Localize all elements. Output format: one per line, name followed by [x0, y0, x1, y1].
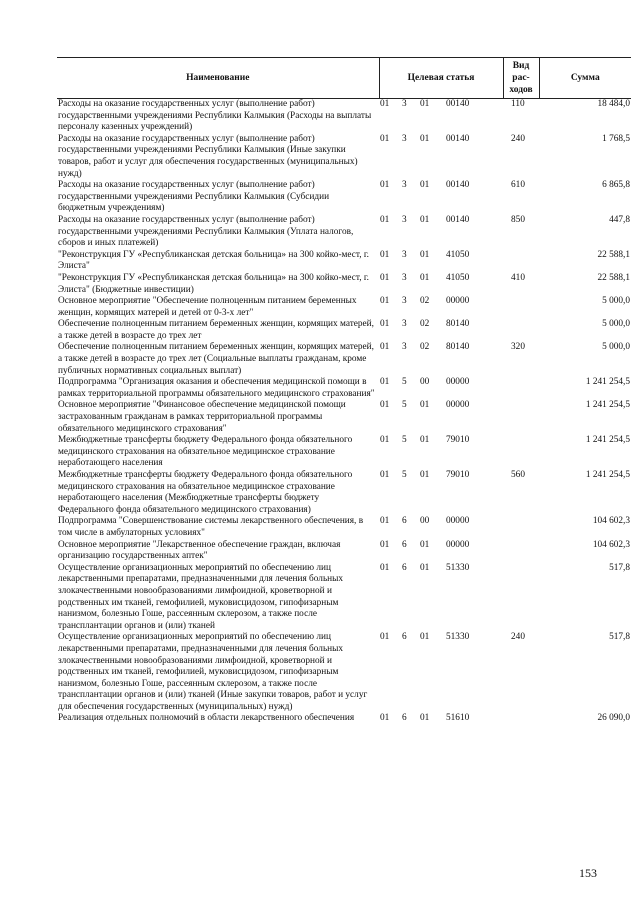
row-code-a-cell: 01	[380, 133, 390, 144]
row-sum-cell: 5 000,0	[602, 319, 631, 330]
row-code-b-cell: 3	[402, 214, 407, 225]
row-sum-cell: 104 602,3	[592, 539, 631, 550]
row-sum-cell: 5 000,0	[602, 296, 631, 307]
row-sum-cell: 517,8	[609, 632, 631, 643]
row-code-d-cell: 41050	[446, 272, 470, 283]
row-code-b-cell: 6	[402, 516, 407, 527]
row-name-cell: Осуществление организационных мероприятий по обеспечению лиц лекарственными препаратами, предназначенными для лечения больных злокачественными новообразованиями лимфоидной, кроветворной и родственных им тканей, гемофилией, муковисцидозом, гипофизарным нанизмом, болезнью Гоше, рассеянным склерозом, а также после трансплантации органов и (или) тканей (Иные закупки товаров, работ и услуг для обеспечения государственных (муниципальных) нужд)	[58, 632, 368, 712]
row-code-c-cell: 01	[420, 400, 430, 411]
row-code-c-cell: 01	[420, 180, 430, 191]
row-code-c-cell: 01	[420, 713, 430, 724]
row-vid-cell	[503, 250, 539, 273]
row-code-b-cell: 3	[402, 296, 407, 307]
header-vid-line-3: ходов	[509, 85, 533, 95]
row-code-d-cell: 51330	[446, 632, 470, 643]
row-code-a-cell: 01	[380, 99, 390, 109]
row-code-a-cell: 01	[380, 470, 390, 480]
row-vid-cell	[503, 319, 539, 342]
table-row	[57, 215, 631, 250]
row-code-a-cell: 01	[380, 539, 390, 550]
row-sum-cell: 22 588,1	[597, 272, 631, 283]
header-vid-line-2: рас-	[512, 73, 530, 83]
row-code-b-cell: 3	[402, 319, 407, 330]
row-code-d-cell: 00000	[446, 377, 470, 388]
row-code-b-cell: 6	[402, 713, 407, 724]
row-code-d-cell: 79010	[446, 435, 470, 446]
row-code-b-cell: 3	[402, 272, 407, 283]
row-code-a-cell: 01	[380, 214, 390, 225]
row-code-a-cell: 01	[380, 272, 390, 283]
row-name-cell: Основное мероприятие "Финансовое обеспечение медицинской помощи застрахованным гражданам в рамках территориальной программы обязательного медицинского страхования"	[58, 400, 346, 434]
row-code-c-cell: 01	[420, 562, 430, 573]
row-code-b-cell: 6	[402, 539, 407, 550]
row-code-c-cell: 01	[420, 435, 430, 446]
row-name-cell: Расходы на оказание государственных услуг (выполнение работ) государственными учреждениями Республики Калмыкия (Субсидии бюджетным учреждениям)	[58, 180, 330, 214]
row-sum-cell: 22 588,1	[597, 249, 631, 260]
table-row	[57, 470, 631, 516]
row-code-c-cell: 01	[420, 632, 430, 643]
row-code-a-cell: 01	[380, 296, 390, 307]
row-code-b-cell: 3	[402, 249, 407, 260]
row-code-d-cell: 00000	[446, 400, 470, 411]
row-code-a-cell: 01	[380, 562, 390, 573]
table-row	[57, 713, 631, 725]
row-code-b-cell: 3	[402, 342, 407, 353]
row-vid-cell: 560	[511, 470, 525, 480]
row-name-cell: Основное мероприятие "Лекарственное обеспечение граждан, включая организацию государственных аптек"	[58, 539, 341, 562]
row-name-cell: Основное мероприятие "Обеспечение полноценным питанием беременных женщин, кормящих матерей и детей от 0-3-х лет"	[58, 296, 357, 318]
row-code-d-cell: 00140	[446, 133, 470, 144]
header-vid	[503, 58, 539, 99]
row-vid-cell	[503, 540, 539, 563]
header-sum: Сумма	[539, 58, 631, 99]
table-body	[57, 99, 631, 726]
row-vid-cell: 110	[511, 99, 525, 109]
row-code-a-cell: 01	[380, 435, 390, 446]
row-vid-cell	[503, 563, 539, 633]
row-vid-cell: 320	[511, 342, 525, 353]
row-sum-cell: 18 484,0	[597, 99, 631, 109]
row-code-a-cell: 01	[380, 377, 390, 388]
header-vid-line-1: Вид	[512, 61, 530, 71]
row-code-c-cell: 00	[420, 516, 430, 527]
table-row	[57, 540, 631, 563]
row-code-a-cell: 01	[380, 180, 390, 191]
row-code-d-cell: 80140	[446, 342, 470, 353]
row-sum-cell: 26 090,0	[597, 713, 631, 724]
table-row	[57, 134, 631, 180]
row-vid-cell: 240	[511, 632, 525, 643]
row-sum-cell: 104 602,3	[592, 516, 631, 527]
row-sum-cell: 6 865,8	[602, 180, 631, 191]
table-row	[57, 632, 631, 713]
row-code-a-cell: 01	[380, 516, 390, 527]
row-code-d-cell: 00000	[446, 516, 470, 527]
row-name-cell: Подпрограмма "Совершенствование системы лекарственного обеспечения, в том числе в амбулаторных условиях"	[58, 516, 364, 538]
row-code-a-cell: 01	[380, 713, 390, 724]
row-vid-cell: 240	[511, 133, 525, 144]
table-row	[57, 180, 631, 215]
row-name-cell: "Реконструкция ГУ «Республиканская детская больница» на 300 койко-мест, г. Элиста" (Бюджетные инвестиции)	[58, 272, 370, 295]
row-sum-cell: 447,8	[609, 214, 631, 225]
budget-table-container	[57, 57, 631, 725]
row-code-d-cell: 00000	[446, 296, 470, 307]
row-code-b-cell: 5	[402, 435, 407, 446]
row-code-a-cell: 01	[380, 342, 390, 353]
row-code-a-cell: 01	[380, 249, 390, 260]
row-vid-cell	[503, 713, 539, 725]
table-row	[57, 99, 631, 134]
row-code-d-cell: 00140	[446, 180, 470, 191]
row-code-c-cell: 00	[420, 377, 430, 388]
row-sum-cell: 1 241 254,5	[585, 400, 631, 411]
budget-table	[57, 57, 631, 725]
row-code-c-cell: 02	[420, 319, 430, 330]
row-code-d-cell: 00140	[446, 99, 470, 109]
row-code-c-cell: 01	[420, 214, 430, 225]
table-row	[57, 400, 631, 435]
row-sum-cell: 1 241 254,5	[585, 470, 631, 480]
row-name-cell: "Реконструкция ГУ «Республиканская детская больница» на 300 койко-мест, г. Элиста"	[58, 249, 370, 272]
page-number: 153	[579, 866, 597, 880]
header-name: Наименование	[57, 58, 379, 99]
row-code-b-cell: 5	[402, 400, 407, 411]
row-code-c-cell: 01	[420, 272, 430, 283]
row-sum-cell: 1 768,5	[602, 133, 631, 144]
row-name-cell: Расходы на оказание государственных услуг (выполнение работ) государственными учреждениями Республики Калмыкия (Уплата налогов, сборов и иных платежей)	[58, 214, 354, 249]
table-row	[57, 563, 631, 633]
table-header-row	[57, 58, 631, 99]
row-vid-cell	[503, 296, 539, 319]
row-sum-cell: 1 241 254,5	[585, 377, 631, 388]
row-code-c-cell: 01	[420, 133, 430, 144]
row-code-b-cell: 6	[402, 632, 407, 643]
row-code-c-cell: 01	[420, 470, 430, 480]
table-row	[57, 273, 631, 296]
table-row	[57, 516, 631, 539]
table-row	[57, 342, 631, 377]
row-code-a-cell: 01	[380, 632, 390, 643]
row-name-cell: Обеспечение полноценным питанием беременных женщин, кормящих матерей, а также детей в возрасте до трех лет (Социальные выплаты гражданам, кроме публичных нормативных социальных выплат)	[58, 342, 374, 376]
row-code-b-cell: 5	[402, 377, 407, 388]
row-code-d-cell: 79010	[446, 470, 470, 480]
row-code-b-cell: 3	[402, 180, 407, 191]
row-name-cell: Реализация отдельных полномочий в области лекарственного обеспечения	[58, 713, 355, 724]
row-code-b-cell: 6	[402, 562, 407, 573]
row-code-a-cell: 01	[380, 400, 390, 411]
row-vid-cell	[503, 516, 539, 539]
row-name-cell: Расходы на оказание государственных услуг (выполнение работ) государственными учреждениями Республики Калмыкия (Расходы на выплаты персоналу казенных учреждений)	[58, 99, 372, 133]
row-code-d-cell: 41050	[446, 249, 470, 260]
table-row	[57, 319, 631, 342]
row-sum-cell: 5 000,0	[602, 342, 631, 353]
row-code-d-cell: 51610	[446, 713, 470, 724]
row-vid-cell: 410	[511, 272, 525, 283]
row-name-cell: Расходы на оказание государственных услуг (выполнение работ) государственными учреждениями Республики Калмыкия (Иные закупки товаров, работ и услуг для обеспечения государственных (муниципальных) нужд)	[58, 133, 358, 179]
row-vid-cell	[503, 377, 539, 400]
row-vid-cell	[503, 435, 539, 470]
header-target: Целевая статья	[379, 58, 503, 99]
row-code-a-cell: 01	[380, 319, 390, 330]
row-code-d-cell: 80140	[446, 319, 470, 330]
row-name-cell: Подпрограмма "Организация оказания и обеспечения медицинской помощи в рамках территориальной программы обязательного медицинского страхования"	[58, 377, 375, 399]
row-code-c-cell: 01	[420, 539, 430, 550]
row-code-c-cell: 01	[420, 249, 430, 260]
row-code-c-cell: 02	[420, 342, 430, 353]
row-name-cell: Обеспечение полноценным питанием беременных женщин, кормящих матерей, а также детей в возрасте до трех лет	[58, 319, 374, 341]
row-code-d-cell: 00140	[446, 214, 470, 225]
row-vid-cell: 610	[511, 180, 525, 191]
row-code-b-cell: 5	[402, 470, 407, 480]
table-row	[57, 377, 631, 400]
table-row	[57, 250, 631, 273]
row-code-d-cell: 51330	[446, 562, 470, 573]
table-row	[57, 296, 631, 319]
row-name-cell: Межбюджетные трансферты бюджету Федерального фонда обязательного медицинского страхования на обязательное медицинское страхование неработающего населения	[58, 435, 353, 469]
row-vid-cell: 850	[511, 214, 525, 225]
table-row	[57, 435, 631, 470]
row-code-b-cell: 3	[402, 133, 407, 144]
row-name-cell: Межбюджетные трансферты бюджету Федерального фонда обязательного медицинского страхования на обязательное медицинское страхование неработающего населения (Межбюджетные трансферты бюджету Федерального фонда обязательного медицинского страхования)	[58, 470, 353, 515]
row-code-c-cell: 01	[420, 99, 430, 109]
row-code-d-cell: 00000	[446, 539, 470, 550]
row-name-cell: Осуществление организационных мероприятий по обеспечению лиц лекарственными препаратами, предназначенными для лечения больных злокачественными новообразованиями лимфоидной, кроветворной и родственных им тканей, гемофилией, муковисцидозом, гипофизарным нанизмом, болезнью Гоше, рассеянным склерозом, а также после трансплантации органов и (или) тканей	[58, 562, 344, 631]
row-vid-cell	[503, 400, 539, 435]
row-code-c-cell: 02	[420, 296, 430, 307]
row-sum-cell: 1 241 254,5	[585, 435, 631, 446]
row-sum-cell: 517,8	[609, 562, 631, 573]
row-code-b-cell: 3	[402, 99, 407, 109]
